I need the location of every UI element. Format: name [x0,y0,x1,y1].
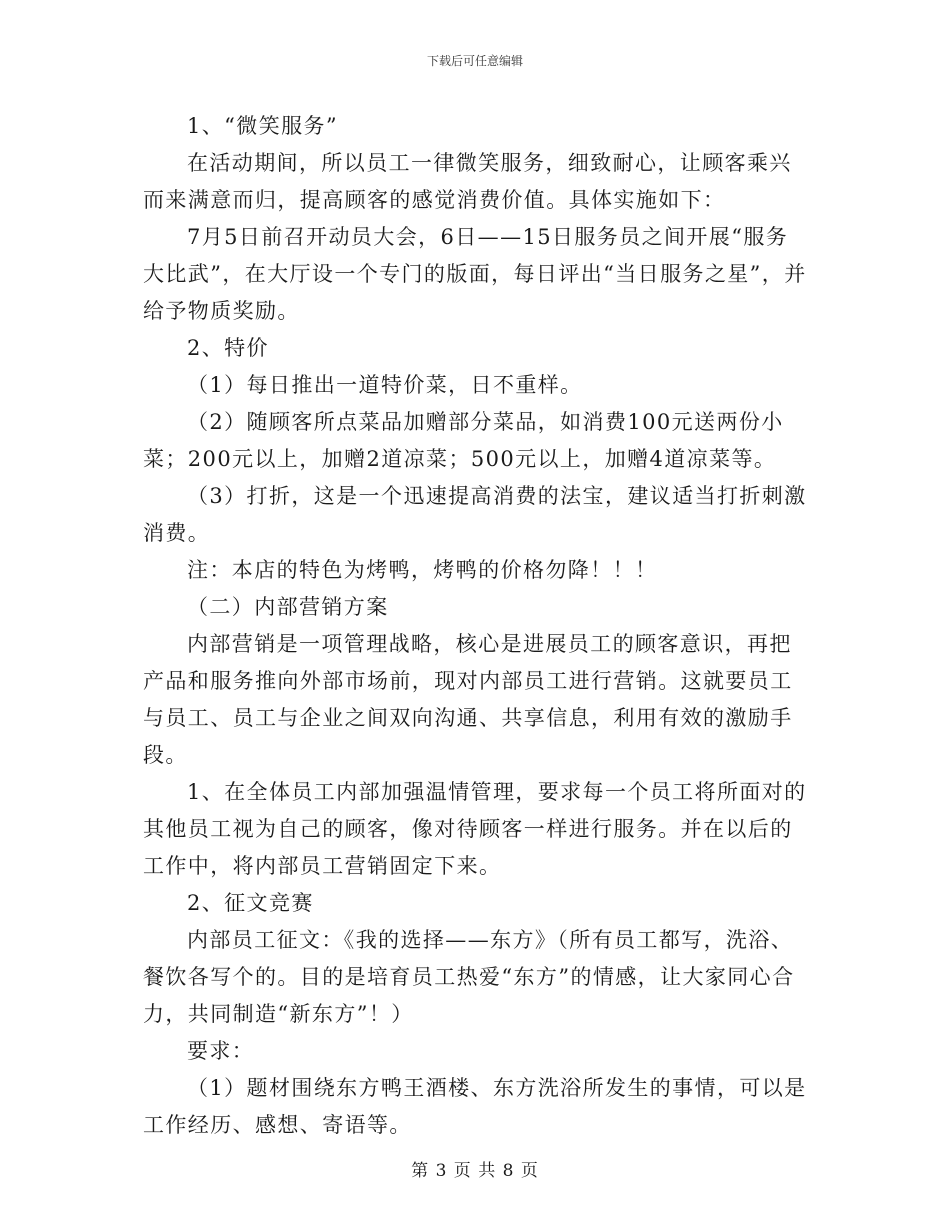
item-discount: （3）打折，这是一个迅速提高消费的法宝，建议适当打折刺激消费。 [143,484,807,545]
heading-essay-contest: 2、征文竞赛 [187,891,314,915]
note-roast-duck: 注：本店的特色为烤鸭，烤鸭的价格勿降！！！ [187,558,658,582]
item-bonus-dishes: （2）随顾客所点菜品加赠部分菜品，如消费100元送两份小菜；200元以上，加赠2道凉菜；500元以上，加赠4道凉菜等。 [143,410,784,471]
item-requirement-1: （1）题材围绕东方鸭王酒楼、东方洗浴所发生的事情，可以是工作经历、感想、寄语等。 [143,1076,807,1137]
page-header-note: 下载后可任意编辑 [426,54,523,68]
document-body [143,108,807,1144]
page-number: 第 3 页 共 8 页 [411,1161,539,1181]
heading-special-price: 2、特价 [187,336,269,360]
heading-internal-marketing: （二）内部营销方案 [187,595,389,619]
paragraph-staff-meeting: 7月5日前召开动员大会，6日——15日服务员之间开展“服务大比武”，在大厅设一个专门的版面，每日评出“当日服务之星”，并给予物质奖励。 [143,225,807,323]
paragraph-internal-marketing: 内部营销是一项管理战略，核心是进展员工的顾客意识，再把产品和服务推向外部市场前，现对内部员工进行营销。这就要员工与员工、员工与企业之间双向沟通、共享信息，利用有效的激励手段。 [143,632,793,767]
paragraph-essay-contest: 内部员工征文：《我的选择——东方》（所有员工都写，洗浴、餐饮各写个的。目的是培育员工热爱“东方”的情感，让大家同心合力，共同制造“新东方”！） [143,928,795,1026]
item-daily-special: （1）每日推出一道特价菜，日不重样。 [187,373,583,397]
paragraph-smile-service: 在活动期间，所以员工一律微笑服务，细致耐心，让顾客乘兴而来满意而归，提高顾客的感觉消费价值。具体实施如下： [143,151,792,212]
heading-requirements: 要求： [187,1039,255,1063]
heading-smile-service: 1、“微笑服务” [187,114,339,138]
paragraph-warm-management: 1、在全体员工内部加强温情管理，要求每一个员工将所面对的其他员工视为自己的顾客，像对待顾客一样进行服务。并在以后的工作中，将内部员工营销固定下来。 [143,780,807,878]
